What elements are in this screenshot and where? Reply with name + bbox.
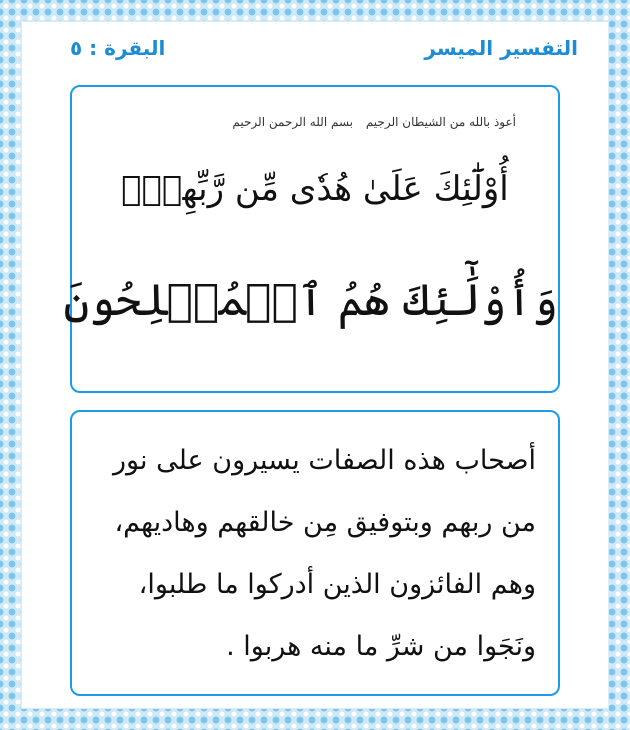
verse-line-2: وَأُوْلَٰٓئِكَ هُمُ ٱلۡمُفۡلِحُونَ [63,275,558,326]
page-title: التفسير الميسر [424,36,578,60]
surah-reference: البقرة : ٥ [70,36,166,60]
istiadha-text: أعوذ بالله من الشيطان الرجيم [365,115,516,129]
page [22,22,608,708]
verse-box [63,85,560,393]
tafsir-box [70,410,560,696]
verse-line-1: أُوْلَٰٓئِكَ عَلَىٰ هُدٗى مِّن رَّبِّهِمۡۖ [121,169,509,209]
header [22,36,608,72]
tafsir-text: أصحاب هذه الصفات يسيرون على نور من ربهم وبتوفيق مِن خالقهم وهاديهم، وهم الفائزون الذين أدركوا ما طلبوا، ونَجَوا من شرِّ ما منه هربوا . [113,445,536,662]
basmala-text: بسم الله الرحمن الرحيم [232,115,353,129]
